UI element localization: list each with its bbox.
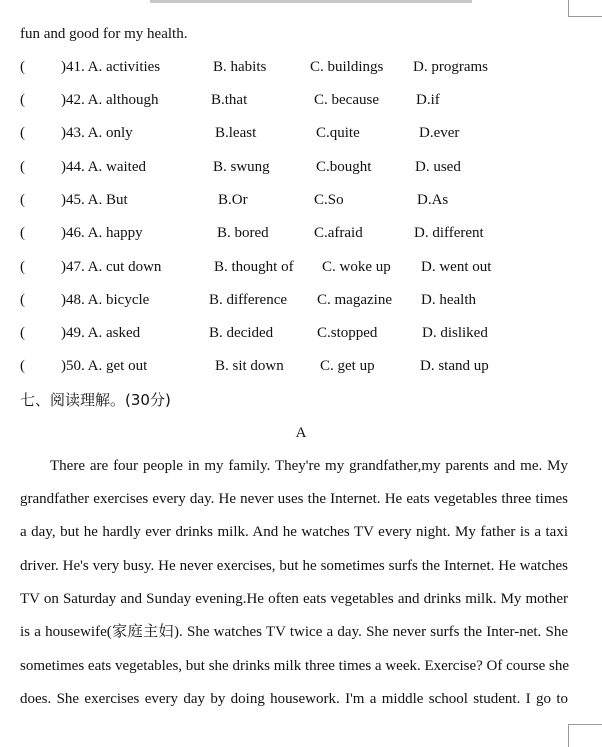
option-a: )48. A. bicycle [61,292,150,308]
answer-paren[interactable]: ( [20,325,25,341]
option-b: B. thought of [214,259,294,275]
option-a: )49. A. asked [61,325,141,341]
option-a: )42. A. although [61,92,159,108]
option-c: C.stopped [317,325,378,341]
question-row [0,223,580,243]
option-a: )43. A. only [61,125,133,141]
option-c: C. because [314,92,379,108]
option-c: C.So [314,192,344,208]
question-row [0,157,580,177]
section-heading: 七、阅读理解。(30分) [20,391,171,409]
answer-paren[interactable]: ( [20,59,25,75]
option-c: C.quite [316,125,360,141]
option-a: )44. A. waited [61,159,146,175]
option-d: D.As [417,192,449,208]
passage-line: grandfather exercises every day. He never uses the Internet. He eats vegetables three times [20,491,568,507]
option-b: B.that [211,92,248,108]
option-c: C. magazine [317,292,392,308]
passage-line: a day, but he hardly ever drinks milk. And he watches TV every night. My father is a taxi [20,524,568,540]
passage-line: does. She exercises every day by doing housework. I'm a middle school student. I go to [20,691,568,707]
option-c: C.afraid [314,225,363,241]
passage-line: is a housewife(家庭主妇). She watches TV twice a day. She never surfs the Inter-net. She [20,624,568,640]
answer-paren[interactable]: ( [20,292,25,308]
option-a: )46. A. happy [61,225,143,241]
passage-line: TV on Saturday and Sunday evening.He often eats vegetables and drinks milk. My mother [20,591,568,607]
answer-paren[interactable]: ( [20,358,25,374]
option-c: C. woke up [322,259,391,275]
option-d: D.if [416,92,440,108]
option-b: B. swung [213,159,270,175]
option-a: )50. A. get out [61,358,148,374]
option-d: D.ever [419,125,460,141]
option-b: B.least [215,125,257,141]
question-row [0,290,580,310]
question-row [0,356,580,376]
option-b: B. habits [213,59,267,75]
passage-line: sometimes eats vegetables, but she drinks milk three times a week. Exercise? Of course she [20,658,569,674]
option-a: )47. A. cut down [61,259,162,275]
option-b: B. decided [209,325,274,341]
question-row [0,257,580,277]
option-d: D. disliked [422,325,488,341]
question-row [0,123,580,143]
crop-mark-top-right [568,0,602,17]
option-d: D. stand up [420,358,489,374]
intro-line: fun and good for my health. [20,26,188,42]
passage-line: There are four people in my family. They're my grandfather,my parents and me. My [50,458,568,474]
answer-paren[interactable]: ( [20,92,25,108]
option-b: B. sit down [215,358,284,374]
option-c: C. get up [320,358,375,374]
option-b: B. difference [209,292,288,308]
answer-paren[interactable]: ( [20,225,25,241]
answer-paren[interactable]: ( [20,125,25,141]
question-row [0,190,580,210]
question-row [0,57,580,77]
option-c: C.bought [316,159,372,175]
answer-paren[interactable]: ( [20,259,25,275]
option-d: D. went out [421,259,492,275]
answer-paren[interactable]: ( [20,159,25,175]
passage-line: driver. He's very busy. He never exercises, but he sometimes surfs the Internet. He watches [20,558,568,574]
option-c: C. buildings [310,59,384,75]
option-b: B. bored [217,225,269,241]
option-d: D. programs [413,59,488,75]
option-a: )41. A. activities [61,59,161,75]
passage-label: A [295,425,307,441]
top-page-edge [150,0,472,3]
option-d: D. used [415,159,461,175]
option-a: )45. A. But [61,192,128,208]
answer-paren[interactable]: ( [20,192,25,208]
question-row [0,323,580,343]
option-b: B.Or [218,192,248,208]
question-row [0,90,580,110]
crop-mark-bottom-right [568,724,602,747]
option-d: D. different [414,225,484,241]
option-d: D. health [421,292,476,308]
